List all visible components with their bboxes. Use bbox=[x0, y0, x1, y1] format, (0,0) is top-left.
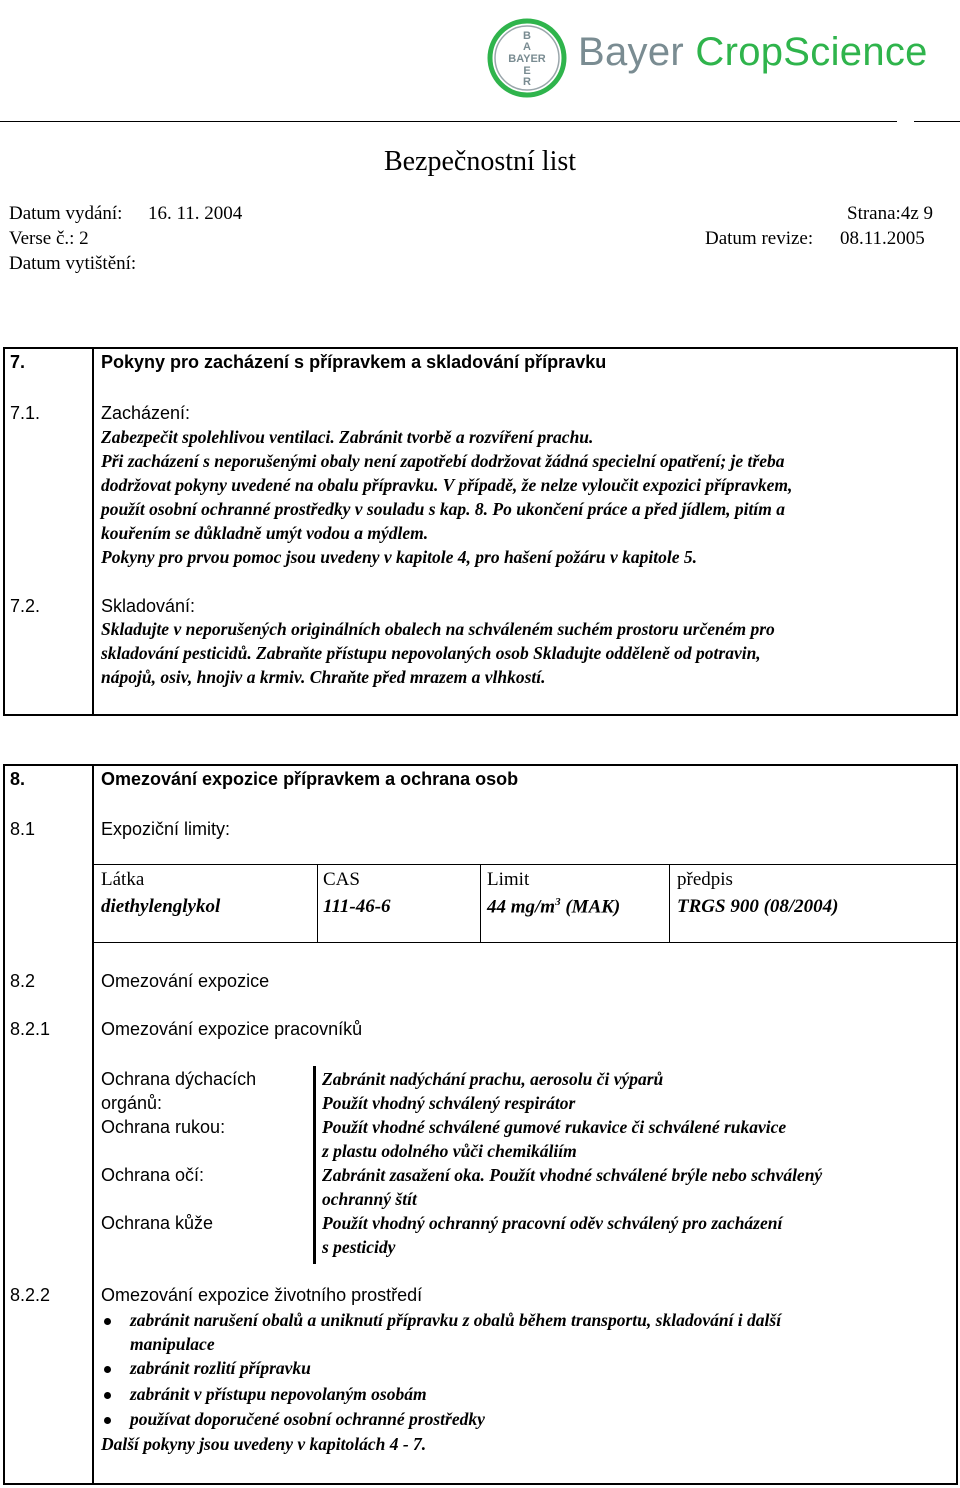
table-cell-regulation: TRGS 900 (08/2004) bbox=[677, 896, 839, 917]
table-cell-limit bbox=[487, 896, 620, 918]
version-label: Verse č.: 2 bbox=[9, 228, 89, 249]
bullet-icon bbox=[104, 1417, 111, 1424]
section-7-1-line: Pokyny pro prvou pomoc jsou uvedeny v kapitole 4, pro hašení požáru v kapitole 5. bbox=[101, 547, 697, 567]
section-7-2-line: nápojů, osiv, hnojiv a krmiv. Chraňte před mrazem a vlhkostí. bbox=[101, 667, 546, 687]
protection-text: Použít vhodný schválený respirátor bbox=[322, 1093, 576, 1113]
protection-label-skin: Ochrana kůže bbox=[101, 1213, 214, 1233]
header-rule-short bbox=[914, 121, 960, 122]
protection-text: Zabránit zasažení oka. Použít vhodné schválené brýle nebo schválený bbox=[322, 1165, 823, 1185]
table-column-divider bbox=[480, 864, 481, 943]
section-7-title: Pokyny pro zacházení s přípravkem a skladování přípravku bbox=[101, 352, 607, 372]
logo-mark-text: BAYER bbox=[508, 53, 546, 65]
issue-date-value: 16. 11. 2004 bbox=[148, 203, 243, 224]
section-8-1-title: Expoziční limity: bbox=[101, 819, 231, 839]
limit-value: 44 mg/m bbox=[487, 896, 556, 918]
protection-label-respiratory: Ochrana dýchacích bbox=[101, 1069, 257, 1089]
bullet-icon bbox=[104, 1392, 111, 1399]
protection-label-respiratory-cont: orgánů: bbox=[101, 1093, 163, 1113]
issue-date-label: Datum vydání: bbox=[9, 203, 123, 224]
protection-text: Použít vhodné schválené gumové rukavice či schválené rukavice bbox=[322, 1117, 787, 1137]
section-7-1-number: 7.1. bbox=[10, 403, 41, 423]
table-top-border bbox=[93, 864, 956, 865]
svg-text:R: R bbox=[523, 76, 531, 88]
table-column-divider bbox=[669, 864, 670, 943]
bullet-item: používat doporučené osobní ochranné prostředky bbox=[130, 1409, 485, 1429]
limit-unit: (MAK) bbox=[560, 896, 621, 918]
section-8-number: 8. bbox=[10, 769, 26, 789]
company-logo-text bbox=[578, 30, 928, 75]
section-7-1-line: použít osobní ochranné prostředky v souladu s kap. 8. Po ukončení práce a před jídlem, pitím a bbox=[101, 499, 786, 519]
section-8-2-2-number: 8.2.2 bbox=[10, 1285, 51, 1305]
header-rule bbox=[0, 121, 897, 122]
limit-superscript: 3 bbox=[555, 896, 561, 908]
section-8-2-1-number: 8.2.1 bbox=[10, 1019, 51, 1039]
logo-name-part1: Bayer bbox=[578, 30, 696, 74]
section-7-column-divider bbox=[92, 347, 94, 716]
protection-text: Použít vhodný ochranný pracovní oděv schválený pro zacházení bbox=[322, 1213, 783, 1233]
bullet-icon bbox=[104, 1318, 111, 1325]
table-cell-substance: diethylenglykol bbox=[101, 896, 221, 917]
bullet-icon bbox=[104, 1366, 111, 1373]
protection-text: s pesticidy bbox=[322, 1237, 396, 1257]
bullet-item: zabránit rozlití přípravku bbox=[130, 1358, 311, 1378]
protection-text: ochranný štít bbox=[322, 1189, 417, 1209]
print-date-label: Datum vytištění: bbox=[9, 253, 137, 274]
section-7-2-title: Skladování: bbox=[101, 596, 196, 616]
page-indicator: Strana:4z 9 bbox=[847, 203, 934, 224]
table-header-regulation: předpis bbox=[677, 869, 733, 890]
svg-text:A: A bbox=[523, 41, 531, 53]
section-7-1-line: kouřením se důkladně umýt vodou a mýdlem. bbox=[101, 523, 429, 543]
protection-text: Zabránit nadýchání prachu, aerosolu či výparů bbox=[322, 1069, 664, 1089]
revision-date-label: Datum revize: bbox=[705, 228, 814, 249]
table-bottom-border bbox=[93, 942, 956, 943]
section-7-2-number: 7.2. bbox=[10, 596, 41, 616]
table-column-divider bbox=[317, 864, 318, 943]
revision-date-value: 08.11.2005 bbox=[840, 228, 925, 249]
protection-label-hands: Ochrana rukou: bbox=[101, 1117, 226, 1137]
section-7-1-line: dodržovat pokyny uvedené na obalu přípravku. V případě, že nelze vyloučit expozici přípravkem, bbox=[101, 475, 793, 495]
bullet-item: zabránit narušení obalů a uniknutí přípravku z obalů během transportu, skladování i další bbox=[130, 1310, 782, 1330]
section-8-2-title: Omezování expozice bbox=[101, 971, 270, 991]
section-8-column-divider bbox=[92, 764, 94, 1485]
section-8-2-1-title: Omezování expozice pracovníků bbox=[101, 1019, 363, 1039]
logo-name-part2: CropScience bbox=[695, 30, 928, 74]
table-header-substance: Látka bbox=[101, 869, 145, 890]
protection-text: z plastu odolného vůči chemikáliím bbox=[322, 1141, 577, 1161]
section-7-2-line: Skladujte v neporušených originálních obalech na schváleném suchém prostoru určeném pro bbox=[101, 619, 775, 639]
section-7-number: 7. bbox=[10, 352, 26, 372]
section-7-1-title: Zacházení: bbox=[101, 403, 191, 423]
document-title: Bezpečnostní list bbox=[383, 146, 577, 177]
table-cell-cas: 111-46-6 bbox=[323, 896, 391, 917]
table-header-limit: Limit bbox=[487, 869, 530, 890]
section-7-2-line: skladování pesticidů. Zabraňte přístupu nepovolaných osob Skladujte odděleně od potravin, bbox=[101, 643, 761, 663]
bayer-cross-logo bbox=[487, 18, 567, 98]
section-8-2-2-title: Omezování expozice životního prostředí bbox=[101, 1285, 423, 1305]
bullet-item: zabránit v přístupu nepovolaným osobám bbox=[130, 1384, 427, 1404]
svg-text:B: B bbox=[523, 30, 531, 42]
section-8-2-number: 8.2 bbox=[10, 971, 36, 991]
section-7-1-line: Při zacházení s neporušenými obaly není zapotřebí dodržovat žádná specielní opatření; je třeba bbox=[101, 451, 785, 471]
section-8-title: Omezování expozice přípravkem a ochrana osob bbox=[101, 769, 519, 789]
svg-text:E: E bbox=[523, 65, 531, 77]
bullet-item-cont: manipulace bbox=[130, 1334, 215, 1354]
section-7-1-line: Zabezpečit spolehlivou ventilaci. Zabránit tvorbě a rozvíření prachu. bbox=[101, 427, 594, 447]
protection-divider bbox=[313, 1066, 316, 1264]
footer-note: Další pokyny jsou uvedeny v kapitolách 4 - 7. bbox=[101, 1434, 427, 1454]
section-8-1-number: 8.1 bbox=[10, 819, 36, 839]
protection-label-eyes: Ochrana očí: bbox=[101, 1165, 205, 1185]
table-header-cas: CAS bbox=[323, 869, 360, 890]
